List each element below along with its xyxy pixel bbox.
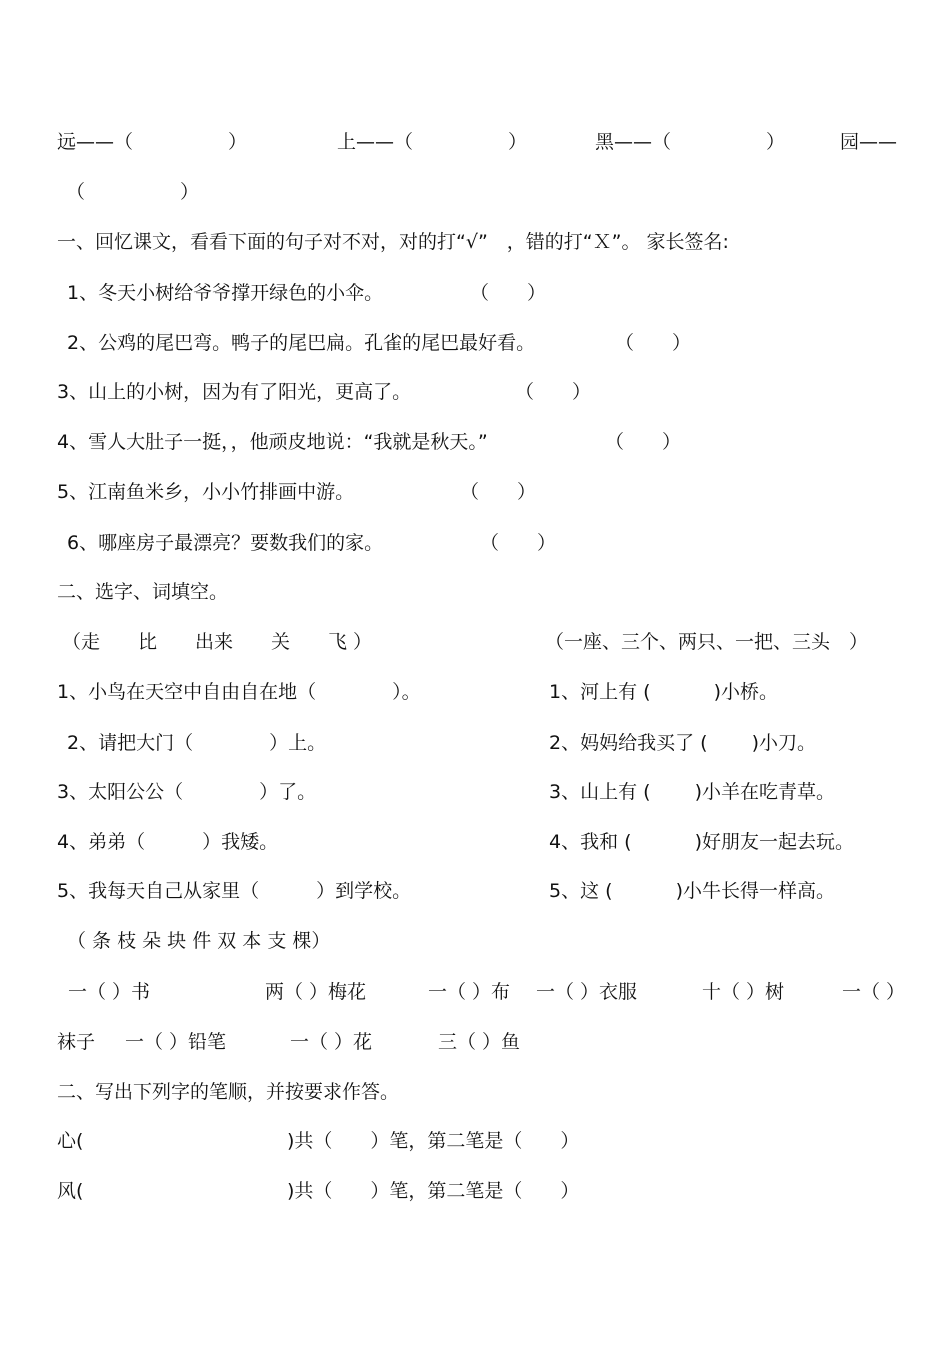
antonym-wrap: （ ） <box>66 181 200 203</box>
fill-item-right: 1、河上有 ( )小桥。 <box>549 681 778 703</box>
judge-item-paren: （ ） <box>615 332 692 354</box>
measure-fill: 袜子 <box>57 1031 96 1053</box>
measure-fill: 三（ ）鱼 <box>438 1031 521 1053</box>
measure-fill: 十（ ）树 <box>702 981 785 1003</box>
fill-item-left: 2、请把大门（ ）上。 <box>67 732 327 754</box>
antonym-item: 上——（ ） <box>337 131 528 153</box>
section3-title: 二、写出下列字的笔顺，并按要求作答。 <box>57 1081 400 1103</box>
stroke-char: 心( <box>57 1130 84 1152</box>
antonym-item: 黑——（ ） <box>595 131 786 153</box>
fill-item-left: 1、小鸟在天空中自由自在地（ ）。 <box>57 681 421 703</box>
judge-item-paren: （ ） <box>480 532 557 554</box>
fill-item-left: 5、我每天自己从家里（ ）到学校。 <box>57 880 412 902</box>
judge-item-paren: （ ） <box>470 282 547 304</box>
left-word-options: （走 比 出来 关 飞 ） <box>62 631 373 653</box>
measure-fill: 一（ ） <box>842 981 906 1003</box>
fill-item-right: 5、这 ( )小牛长得一样高。 <box>549 880 835 902</box>
section2-title: 二、选字、词填空。 <box>57 581 229 603</box>
fill-item-left: 4、弟弟（ ）我矮。 <box>57 831 279 853</box>
measure-fill: 一（ ）布 <box>428 981 511 1003</box>
judge-item-text: 3、山上的小树，因为有了阳光，更高了。 <box>57 381 412 403</box>
measure-fill: 一（ ）花 <box>290 1031 373 1053</box>
measure-fill: 一（ ）铅笔 <box>125 1031 227 1053</box>
measure-fill: 一（ ）衣服 <box>536 981 638 1003</box>
stroke-char: 风( <box>57 1180 84 1202</box>
fill-item-right: 2、妈妈给我买了 ( )小刀。 <box>549 732 816 754</box>
judge-item-text: 5、江南鱼米乡，小小竹排画中游。 <box>57 481 355 503</box>
measure-fill: 一（ ）书 <box>68 981 151 1003</box>
section1-title: 一、回忆课文，看看下面的句子对不对，对的打“√” ，错的打“Ｘ”。 家长签名: <box>57 231 729 253</box>
judge-item-text: 1、冬天小树给爷爷撑开绿色的小伞。 <box>67 282 384 304</box>
measure-fill: 两（ ）梅花 <box>265 981 367 1003</box>
judge-item-text: 4、雪人大肚子一挺，，他顽皮地说：“我就是秋天。” <box>57 431 488 453</box>
right-word-options: （一座、三个、两只、一把、三头 ） <box>545 631 869 653</box>
judge-item-paren: （ ） <box>460 481 537 503</box>
measure-word-options: （ 条 枝 朵 块 件 双 本 支 棵） <box>67 930 331 952</box>
judge-item-text: 6、哪座房子最漂亮？要数我们的家。 <box>67 532 384 554</box>
fill-item-right: 4、我和 ( )好朋友一起去玩。 <box>549 831 854 853</box>
judge-item-paren: （ ） <box>605 431 682 453</box>
stroke-question: )共（ ）笔，第二笔是（ ） <box>287 1130 580 1152</box>
fill-item-left: 3、太阳公公（ ）了。 <box>57 781 317 803</box>
fill-item-right: 3、山上有 ( )小羊在吃青草。 <box>549 781 835 803</box>
stroke-question: )共（ ）笔，第二笔是（ ） <box>287 1180 580 1202</box>
judge-item-paren: （ ） <box>515 381 592 403</box>
antonym-item: 远——（ ） <box>57 131 248 153</box>
judge-item-text: 2、公鸡的尾巴弯。鸭子的尾巴扁。孔雀的尾巴最好看。 <box>67 332 536 354</box>
antonym-item: 园—— <box>840 131 898 153</box>
